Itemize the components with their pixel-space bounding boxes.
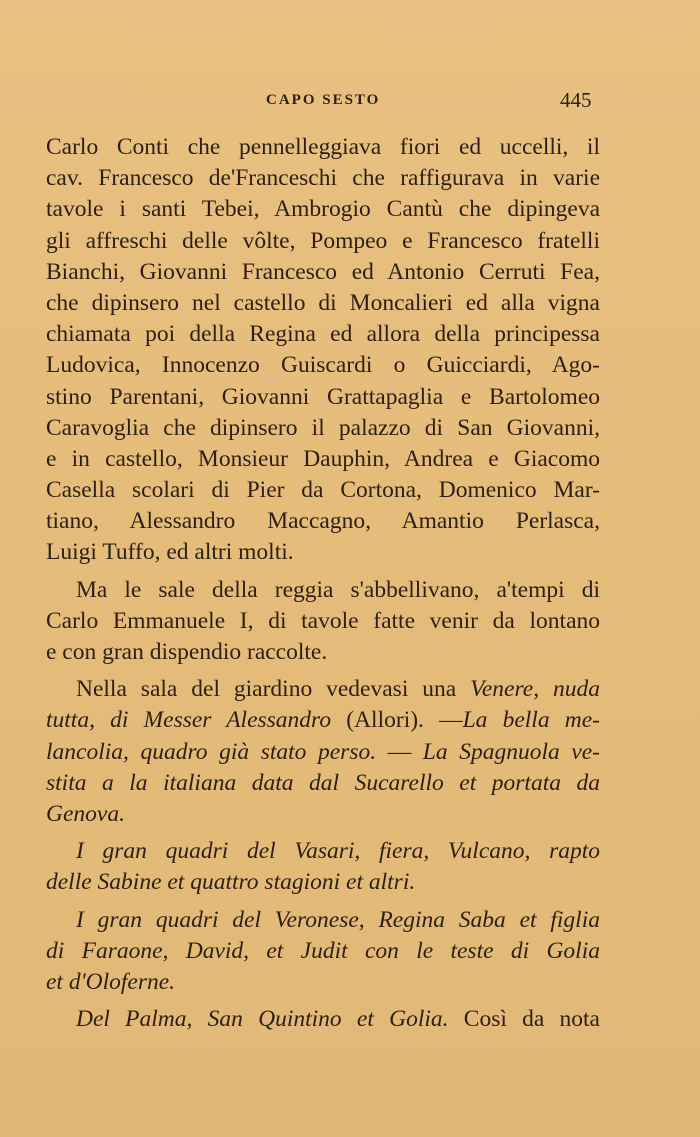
text-segment: Caravoglia che dipinsero il palazzo di San Giovanni, [46,414,600,441]
text-segment: tavole i santi Tebei, Ambrogio Cantù che dipingeva [46,196,600,223]
text-segment: (Allori). — [331,707,463,734]
text-segment: stino Parentani, Giovanni Grattapaglia e Bartolomeo [46,383,600,410]
text-line [46,163,600,194]
text-line [46,382,600,413]
text-segment: Così da nota [448,1006,600,1033]
italic-text-segment: I gran quadri del Veronese, Regina Saba et figlia [76,906,600,933]
text-line [46,413,600,444]
italic-text-segment: La bella me- [462,707,600,734]
text-segment: — [376,738,423,765]
text-segment: cav. Francesco de'Franceschi che raffigurava in varie [46,165,600,192]
italic-text-segment: I gran quadri del Vasari, fiera, Vulcano, rapto [76,838,600,865]
italic-text-segment: Venere, nuda [470,676,600,703]
text-segment: chiamata poi della Regina ed allora della principessa [46,321,600,348]
text-segment: che dipinsero nel castello di Moncalieri ed alla vigna [46,289,600,316]
text-segment: tiano, Alessandro Maccagno, Amantio Perlasca, [46,508,600,535]
italic-text-segment: Genova. [46,800,125,827]
text-segment: gli affreschi delle vôlte, Pompeo e Francesco fratelli [46,227,600,254]
text-segment: Nella sala del giardino vedevasi una [76,676,471,703]
running-head: CAPO SESTO [266,92,381,108]
italic-text-segment: et d'Oloferne. [46,968,176,995]
text-line [46,799,600,830]
body-text [46,132,600,1035]
text-line [46,444,600,475]
text-segment: Casella scolari di Pier da Cortona, Domenico Mar- [46,477,600,504]
text-line [46,506,600,537]
text-line [46,257,600,288]
italic-text-segment: stita a la italiana data dal Sucarello et portata da [46,769,600,796]
text-line [46,967,600,998]
text-line [46,867,600,898]
text-line [46,905,600,936]
text-line [46,575,600,606]
text-segment: e con gran dispendio raccolte. [46,639,328,665]
text-line [46,768,600,799]
text-line [46,674,600,705]
text-line [46,350,600,381]
italic-text-segment: La Spagnuola ve- [422,738,601,765]
text-segment: Ludovica, Innocenzo Guiscardi o Guicciardi, Ago- [46,352,600,379]
text-line [46,1004,600,1035]
text-line [46,288,600,319]
text-segment: Carlo Emmanuele I, di tavole fatte venir da lontano [46,607,600,634]
text-segment: Ma le sale della reggia s'abbellivano, a'tempi di [76,576,600,603]
text-line [46,319,600,350]
text-segment: e in castello, Monsieur Dauphin, Andrea e Giacomo [46,445,600,472]
text-line [46,606,600,637]
text-line [46,132,600,163]
text-line [46,226,600,257]
text-segment: Carlo Conti che pennelleggiava fiori ed uccelli, il [46,134,600,160]
italic-text-segment: lancolia, quadro già stato perso. [46,738,377,765]
text-line [46,936,600,967]
italic-text-segment: Del Palma, San Quintino et Golia. [76,1006,449,1033]
text-line [46,637,600,668]
italic-text-segment: delle Sabine et quattro stagioni et altri. [46,869,416,896]
italic-text-segment: tutta, di Messer Alessandro [46,707,332,734]
text-line [46,705,600,736]
text-line [46,737,600,768]
page-header [0,88,700,118]
text-line [46,194,600,225]
text-segment: Luigi Tuffo, ed altri molti. [46,539,294,566]
text-line [46,475,600,506]
italic-text-segment: di Faraone, David, et Judit con le teste di Golia [46,937,600,964]
text-line [46,537,600,568]
text-segment: Bianchi, Giovanni Francesco ed Antonio Cerruti Fea, [46,258,600,285]
page-number: 445 [560,88,592,112]
text-line [46,836,600,867]
